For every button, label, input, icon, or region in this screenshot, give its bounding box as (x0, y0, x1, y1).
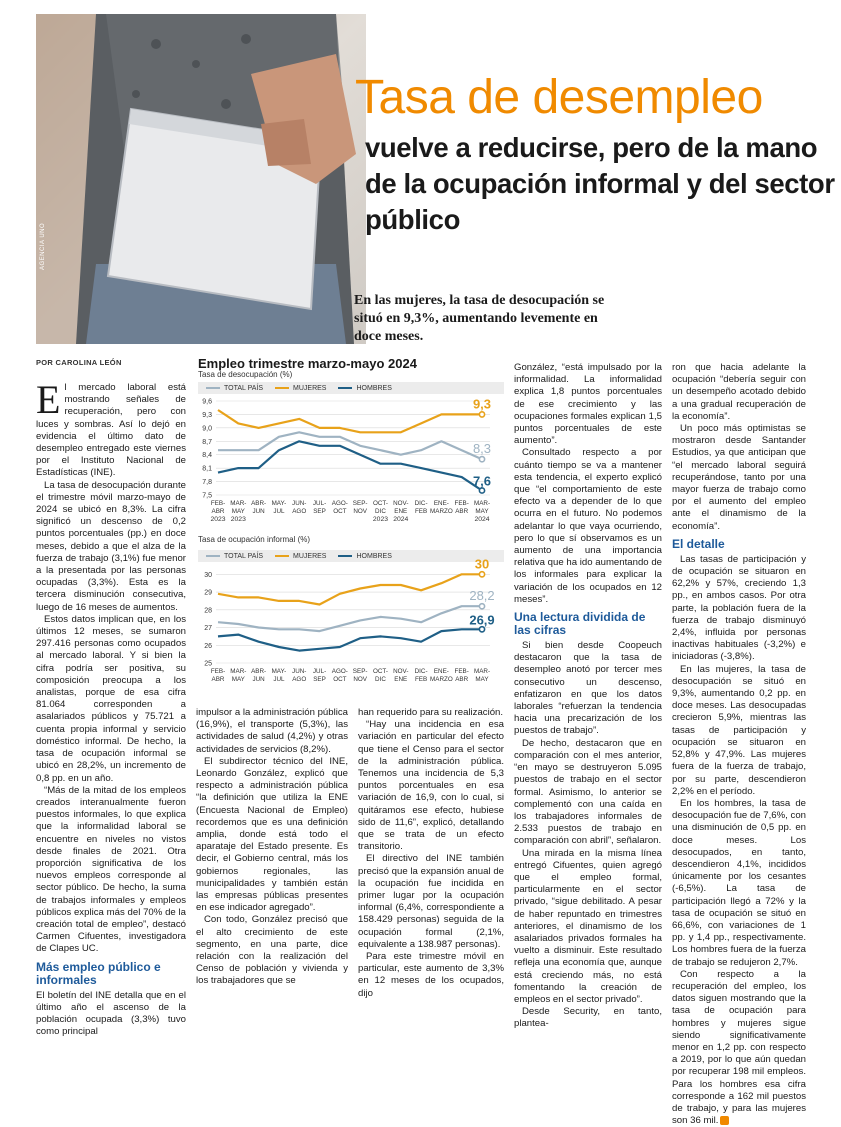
x-tick-label: ABR (455, 508, 469, 515)
x-tick-label: MAY- (271, 668, 287, 675)
end-of-article-icon (720, 1116, 729, 1125)
x-tick-label: JUL- (312, 668, 327, 675)
series-end-label-hombres: 26,9 (469, 612, 495, 628)
y-tick-label: 9,3 (202, 411, 212, 419)
x-tick-label: ENE (394, 508, 408, 515)
y-tick-label: 28 (204, 607, 212, 615)
paragraph: De hecho, destacaron que en comparación con el mes anterior, “en mayo se destruyeron 5.095 puestos de trabajo en el sector formal. Asimismo, lo anterior se complementó con una caída en los trabajadores informales de 2.533 puestos de trabajo en comparación con abril”, señalaron. (514, 737, 662, 847)
series-end-point-hombres (479, 627, 484, 632)
series-end-point-mujeres (479, 572, 484, 577)
x-tick-label: JUL- (312, 500, 327, 507)
legend-swatch (338, 387, 352, 390)
y-tick-label: 7,8 (202, 479, 212, 487)
y-tick-label: 9,0 (202, 425, 212, 433)
y-tick-label: 29 (204, 589, 212, 597)
x-tick-label: MAR- (230, 500, 247, 507)
x-tick-label: ABR (211, 676, 225, 683)
paragraph: En los hombres, la tasa de desocupación fue de 7,6%, con una disminución de 0,5 pp. en doce meses. Los desocupados, en tanto, descendieron 4,1%, incididos únicamente por los cesantes (-6,5%). La tasa de participación llegó a 72% y la tasa de ocupación se situó en 66,6%, con variaciones de 1 pp. y 1,4 pp., respectivamente. Los hombres fuera de la fuerza de trabajo se redujeron 2,7%. (672, 797, 806, 968)
series-end-label-total: 8,3 (472, 441, 492, 457)
article-column-3 (514, 362, 662, 1031)
photo-credit: AGENCIA UNO (40, 222, 46, 270)
chart-legend (198, 550, 504, 562)
x-tick-label: FEB- (210, 500, 226, 507)
legend-swatch (275, 387, 289, 390)
series-end-point-total (479, 457, 484, 462)
x-tick-label: JUN (252, 676, 265, 683)
paragraph: Las tasas de participación y de ocupación se situaron en 62,2% y 57%, creciendo 1,3 pp., en ambos casos. Por otra parte, la población fuera de la fuerza de trabajo disminuyó 2,4%, influida por personas inactivas habituales (-3,2%) e iniciadoras (-3,8%). (672, 553, 806, 663)
y-tick-label: 27 (204, 625, 212, 633)
series-end-point-hombres (479, 488, 484, 493)
series-end-point-mujeres (479, 412, 484, 417)
chart-legend (198, 382, 504, 394)
subheading: Más empleo público e informales (36, 959, 161, 987)
x-tick-label: AGO (292, 508, 307, 515)
y-tick-label: 9,6 (202, 398, 212, 406)
x-tick-label: DIC- (414, 500, 428, 507)
chart-title: Empleo trimestre marzo-mayo 2024 (198, 356, 417, 371)
x-tick-label: JUN- (292, 668, 307, 675)
x-year-label: 2023 (210, 516, 226, 523)
dropcap: E (36, 377, 61, 422)
series-line-total (218, 432, 482, 459)
y-tick-label: 8,7 (202, 438, 212, 446)
y-tick-label: 25 (204, 660, 212, 668)
paragraph: Una mirada en la misma línea entregó Cifuentes, quien agregó que el empleo formal, particularmente en el sector privado, “sigue debilitado. A pesar de haber repuntado en trimestres anteriores, el dinamismo de los asalariados privados formales ha vuelto a disminuir. Este resultado refleja una economía que, aunque está creciendo más, no está fomentando la creación de empleos en el sector privado”. (514, 847, 662, 1005)
x-tick-label: MAY (475, 676, 489, 683)
x-tick-label: OCT (333, 508, 347, 515)
paragraph: Para este trimestre móvil en particular, este aumento de 3,3% en 12 meses de los ocupados, dijo (358, 951, 504, 999)
paragraph: González, “está impulsado por la informalidad. La informalidad explica 1,8 puntos porcentuales de ese crecimiento y las ocupaciones formales explican 1,5 puntos porcentuales de este aumento”. (514, 362, 662, 447)
paragraph: Si bien desde Coopeuch destacaron que la tasa de desempleo anotó por tercer mes consecutivo un descenso, enfatizaron en que los datos laborales “refuerzan la tendencia hacia una precarización de los puestos de trabajo”. (514, 640, 662, 737)
legend-item-hombres: HOMBRES (338, 385, 391, 392)
y-tick-label: 26 (204, 642, 212, 650)
byline: POR CAROLINA LEÓN (36, 358, 122, 367)
series-end-label-total: 28,2 (469, 588, 495, 604)
y-tick-label: 8,1 (202, 465, 212, 473)
x-year-label: 2023 (372, 516, 389, 523)
x-tick-label: SEP- (352, 500, 368, 507)
series-line-mujeres (218, 574, 482, 604)
x-tick-label: ABR (455, 676, 469, 683)
y-tick-label: 30 (204, 571, 212, 579)
x-tick-label: FEB- (454, 500, 469, 507)
x-tick-label: NOV (353, 508, 367, 515)
x-tick-label: JUL (273, 508, 285, 515)
x-year-label: 2024 (393, 516, 409, 523)
chart-subtitle-informal: Tasa de ocupación informal (%) (198, 535, 311, 544)
x-tick-label: ENE (394, 676, 408, 683)
x-tick-label: FEB- (210, 668, 226, 675)
paragraph: La tasa de desocupación durante el trimestre móvil marzo-mayo de 2024 se ubicó en 8,3%. La cifra significó un descenso de 0,2 puntos porcentuales (pp.) en doce meses, debido a que el alza de la fuerza de trabajo (3,1%) fue menor a la presentada por las personas ocupadas (3,3%). Esta es la tercera disminución consecutiva, luego de 16 meses de aumentos. (36, 479, 186, 613)
person-with-folder-illustration (36, 14, 366, 344)
x-tick-label: MAY- (271, 500, 287, 507)
article-column-1 (36, 377, 186, 1038)
x-tick-label: DIC (375, 676, 386, 683)
x-tick-label: NOV- (393, 668, 409, 675)
x-tick-label: JUN- (292, 500, 307, 507)
x-tick-label: FEB- (454, 668, 469, 675)
x-tick-label: ABR (211, 508, 225, 515)
x-tick-label: ABR- (251, 668, 267, 675)
x-tick-label: FEB (414, 676, 428, 683)
series-end-label-mujeres: 30 (474, 556, 490, 572)
x-tick-label: MAR- (473, 500, 491, 507)
legend-swatch (206, 555, 220, 558)
series-end-label-hombres: 7,6 (472, 473, 492, 489)
paragraph: Consultado respecto a por cuánto tiempo se va a mantener esta tendencia, el experto explicó que “el comportamiento de este efecto va a depender de lo que ocurra en el futuro. No podemos adelantar lo que vaya ocurriendo, pero lo que sí observamos es un aumento de una importancia relativa que ha ido aumentando de los informales para explicar la variación de los ocupados en 12 meses”. (514, 447, 662, 605)
chart-desocupacion (192, 395, 506, 530)
paragraph: Un poco más optimistas se mostraron desde Santander Estudios, ya que anticipan que “el mercado laboral seguirá recuperándose, tanto por una mayor fuerza de trabajo como por el aumento del empleo ante el dinamismo de la economía”. (672, 423, 806, 532)
x-tick-label: DIC- (414, 668, 428, 675)
paragraph: El directivo del INE también precisó que la expansión anual de la ocupación fue incidida en primer lugar por la ocupación informal (6,4%, correspondiente a 158.429 personas) seguida de la ocupación formal (2,1%, equivalente a 138.987 personas). (358, 853, 504, 950)
x-tick-label: FEB (414, 508, 428, 515)
x-tick-label: NOV- (393, 500, 409, 507)
paragraph: Desde Security, en tanto, planteа- (514, 1006, 662, 1030)
paragraph: han requerido para su realización. (358, 707, 504, 718)
series-end-point-total (479, 604, 484, 609)
headline-sub: vuelve a reducirse, pero de la mano de la ocupación informal y del sector público (365, 132, 835, 235)
x-tick-label: SEP (313, 508, 326, 515)
paragraph: El mercado laboral está mostrando señales de recuperación, pero con luces y sombras. Así lo dejó en evidencia el último dato de desempleo entregado este viernes por el Instituto Nacional de Estadísticas (INE). (36, 377, 186, 479)
x-tick-label: AGO- (331, 500, 348, 507)
x-tick-label: OCT- (372, 500, 388, 507)
x-tick-label: SEP (313, 676, 326, 683)
paragraph: ron que hacia adelante la ocupación “debería seguir con un desempeño acotado debido a una gradual recuperación de la economía”. (672, 362, 806, 422)
paragraph: Con todo, González precisó que el alto crecimiento de este segmento, en una parte, dice relación con la realización del Censo de población y vivienda y los trabajadores que se (196, 914, 348, 987)
x-tick-label: MAY (231, 508, 245, 515)
legend-item-total: TOTAL PAÍS (206, 385, 263, 392)
x-tick-label: MAY (475, 508, 489, 515)
x-year-label: 2024 (474, 516, 490, 523)
y-tick-label: 8,4 (202, 452, 212, 460)
subheading: Una lectura dividida de las cifras (514, 610, 646, 638)
y-tick-label: 7,5 (202, 492, 212, 500)
legend-swatch (275, 555, 289, 558)
article-column-2a (196, 707, 348, 988)
x-tick-label: ENE- (433, 668, 449, 675)
series-line-hombres (218, 441, 482, 490)
headline-main: Tasa de desempleo (355, 71, 763, 124)
x-tick-label: ENE- (433, 500, 449, 507)
x-tick-label: MAY (231, 676, 245, 683)
legend-item-total: TOTAL PAÍS (206, 553, 263, 560)
x-tick-label: ABR- (251, 500, 267, 507)
x-tick-label: MARZO (430, 508, 453, 515)
paragraph: Estos datos implican que, en los últimos 12 meses, se sumaron 297.416 personas como ocupados al mercado laboral. Y si bien la cifra podría ser positiva, su composición preocupa a los analistas, porque de esa cifra 81.064 corresponden a asalariados públicos y 75.721 a cuenta propia informal y servicio doméstico informal. De hecho, la tasa de ocupación informal se ubicó en 28,2%, un incremento de 0,8 pp. en un año. (36, 613, 186, 784)
legend-swatch (206, 387, 220, 390)
paragraph: El subdirector técnico del INE, Leonardo González, explicó que respecto a administración pública “la definición que utiliza la ENE (Encuesta Nacional de Empleo) recordemos que es una definición amplia, donde está todo el aparataje del Estado presente. Es decir, el Gobierno central, más los gobiernos regionales, las municipalidades y también están las empresas públicas presentes en ese indicador agregado”. (196, 755, 348, 914)
x-tick-label: JUL (273, 676, 285, 683)
paragraph: impulsor a la administración pública (16,9%), el transporte (5,3%), las actividades de salud (4,2%) y otras actividades de servicios (8,2%). (196, 707, 348, 755)
x-tick-label: SEP- (352, 668, 368, 675)
series-line-mujeres (218, 410, 482, 432)
x-tick-label: MAR- (230, 668, 247, 675)
series-line-hombres (218, 629, 482, 650)
paragraph: En las mujeres, la tasa de desocupación se situó en 9,3%, aumentando 0,2 pp. en doce meses. Las desocupadas crecieron 5,9%, mientras las tasas de participación y ocupación se situaron en 52,8% y 47,9%. Las mujeres fuera de la fuerza de trabajo, por su parte, descendieron 2,2% en el período. (672, 663, 806, 797)
legend-item-mujeres: MUJERES (275, 385, 326, 392)
article-column-2b (358, 707, 504, 1000)
x-tick-label: NOV (353, 676, 367, 683)
x-tick-label: JUN (252, 508, 265, 515)
subheading: El detalle (672, 536, 725, 551)
x-tick-label: OCT (333, 676, 347, 683)
x-year-label: 2023 (230, 516, 246, 523)
x-tick-label: MARZO (430, 676, 453, 683)
paragraph: El boletín del INE detalla que en el último año el ascenso de la población ocupada (3,3%) tuvo como principal (36, 989, 186, 1038)
x-tick-label: OCT- (372, 668, 388, 675)
x-tick-label: AGO (292, 676, 307, 683)
x-tick-label: AGO- (331, 668, 348, 675)
paragraph: “Más de la mitad de los empleos creados interanualmente fueron puestos informales, lo que explica que la informalidad laboral se encuentre en niveles no vistos desde finales de 2021. Otra proporción significativa de los nuevos empleos corresponde al sector público. De hecho, la suma de trabajos informales y empleos públicos explica más del 70% de la creación total de empleo”, destacó Carmen Cifuentes, investigadora de Clapes UC. (36, 784, 186, 955)
paragraph: Con respecto a la recuperación del empleo, los datos siguen mostrando que la tasa de ocupación para hombres y mujeres sigue siendo significativamente menor en 1,2 pp. con respecto a 2019, por lo que aún quedan por recuperar 198 mil empleos. Para los hombres esa cifra corresponde a 162 mil puestos de trabajo, y para las mujeres son 36 mil. (672, 968, 806, 1127)
chart-subtitle-desocupacion: Tasa de desocupación (%) (198, 370, 293, 379)
legend-item-mujeres: MUJERES (275, 553, 326, 560)
article-column-4 (672, 362, 806, 1127)
x-tick-label: DIC (375, 508, 386, 515)
legend-swatch (338, 555, 352, 558)
x-tick-label: MAR- (473, 668, 491, 675)
hero-photo (36, 14, 366, 344)
deck: En las mujeres, la tasa de desocupación se situó en 9,3%, aumentando levemente en doce meses. (354, 293, 605, 344)
paragraph: “Hay una incidencia en esa variación en particular del efecto que tiene el Censo para el sector de la administración pública. Tenemos una incidencia de 5,3 puntos porcentuales en esa variación de 16,9, con lo cual, si quitáramos ese efecto, hubiese sido de 11,6”, explicó, detallando que se trata de un efecto transitorio. (358, 719, 504, 853)
series-end-label-mujeres: 9,3 (472, 396, 492, 412)
legend-item-hombres: HOMBRES (338, 553, 391, 560)
